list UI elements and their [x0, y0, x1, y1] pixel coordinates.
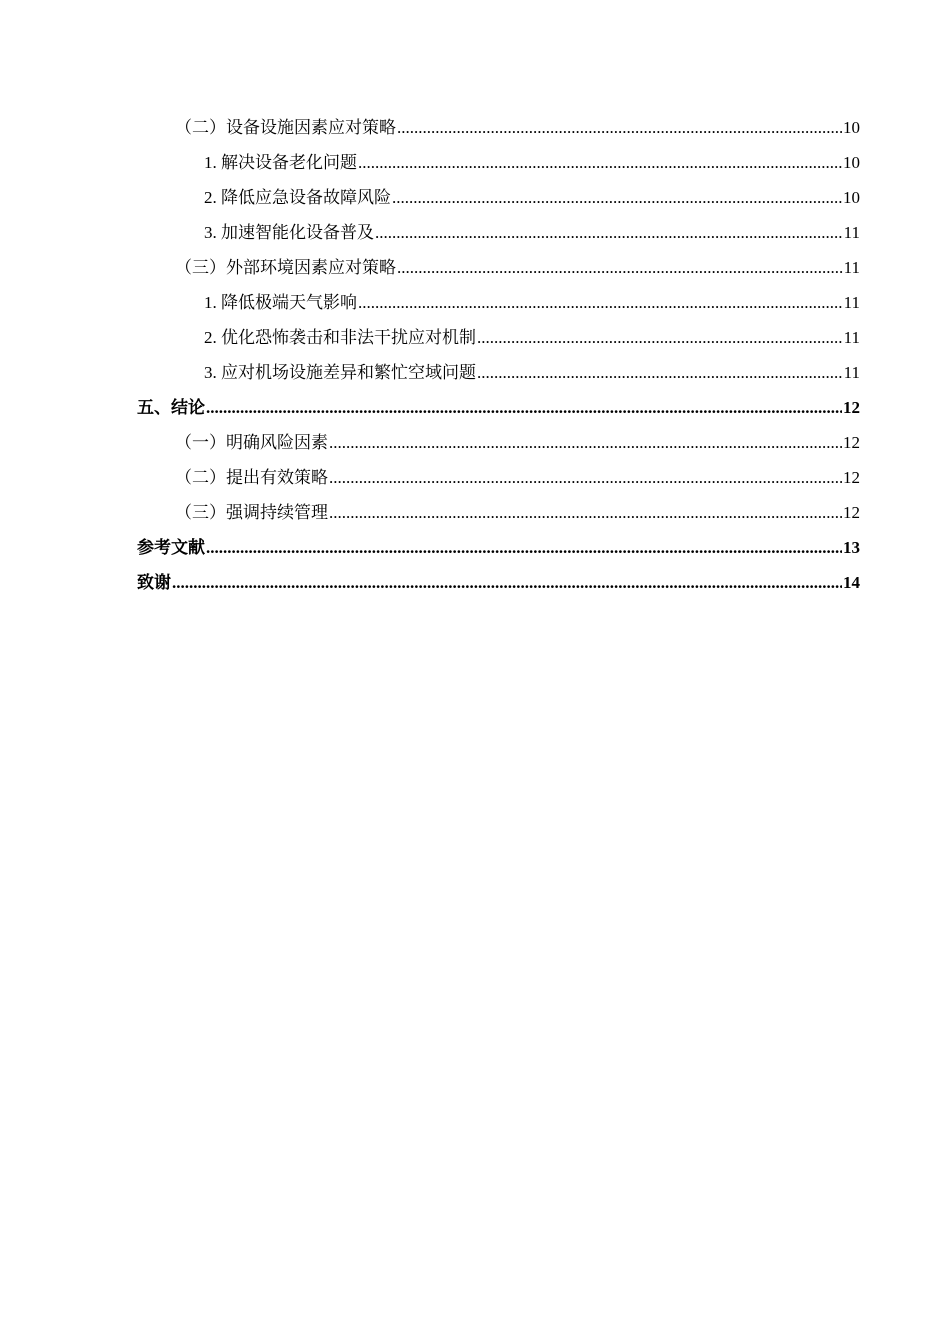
toc-entry-page: 10: [843, 153, 860, 172]
toc-entry-page: 11: [843, 258, 860, 277]
toc-entry[interactable]: [137, 320, 860, 355]
toc-entry-title: 1. 解决设备老化问题: [204, 153, 357, 172]
toc-entry-page: 12: [843, 468, 860, 487]
toc-entry-title: （二）设备设施因素应对策略: [175, 118, 396, 137]
toc-entry[interactable]: [137, 495, 860, 530]
table-of-contents: [137, 110, 860, 600]
toc-dot-leader: [206, 390, 842, 425]
toc-entry-page: 14: [843, 573, 860, 592]
toc-entry[interactable]: [137, 355, 860, 390]
toc-entry-page: 12: [843, 398, 860, 417]
toc-entry[interactable]: [137, 425, 860, 460]
toc-entry[interactable]: [137, 565, 860, 600]
toc-entry-page: 11: [843, 328, 860, 347]
toc-entry-page: 11: [843, 223, 860, 242]
toc-entry[interactable]: [137, 145, 860, 180]
toc-dot-leader: [477, 320, 843, 355]
toc-dot-leader: [358, 285, 843, 320]
toc-entry-title: 3. 应对机场设施差异和繁忙空域问题: [204, 363, 476, 382]
toc-entry[interactable]: [137, 250, 860, 285]
toc-entry[interactable]: [137, 530, 860, 565]
toc-dot-leader: [329, 495, 842, 530]
toc-dot-leader: [329, 460, 842, 495]
toc-dot-leader: [206, 530, 842, 565]
toc-entry-page: 11: [843, 363, 860, 382]
toc-dot-leader: [477, 355, 843, 390]
toc-dot-leader: [392, 180, 842, 215]
toc-dot-leader: [358, 145, 842, 180]
toc-entry-title: 1. 降低极端天气影响: [204, 293, 357, 312]
toc-entry-title: （三）强调持续管理: [175, 503, 328, 522]
toc-entry-page: 12: [843, 503, 860, 522]
toc-entry-page: 10: [843, 118, 860, 137]
toc-entry[interactable]: [137, 110, 860, 145]
toc-entry-page: 13: [843, 538, 860, 557]
toc-entry-page: 12: [843, 433, 860, 452]
toc-entry[interactable]: [137, 215, 860, 250]
toc-entry-title: 2. 优化恐怖袭击和非法干扰应对机制: [204, 328, 476, 347]
toc-entry-title: （二）提出有效策略: [175, 468, 328, 487]
toc-entry[interactable]: [137, 390, 860, 425]
toc-entry-title: （三）外部环境因素应对策略: [175, 258, 396, 277]
toc-entry-title: 致谢: [137, 573, 171, 592]
toc-dot-leader: [375, 215, 843, 250]
toc-entry[interactable]: [137, 285, 860, 320]
toc-entry[interactable]: [137, 460, 860, 495]
toc-entry-page: 10: [843, 188, 860, 207]
toc-entry-title: 2. 降低应急设备故障风险: [204, 188, 391, 207]
toc-dot-leader: [172, 565, 842, 600]
toc-entry-title: （一）明确风险因素: [175, 433, 328, 452]
toc-dot-leader: [397, 250, 843, 285]
toc-entry-page: 11: [843, 293, 860, 312]
toc-entry-title: 五、结论: [137, 398, 205, 417]
toc-entry-title: 参考文献: [137, 538, 205, 557]
toc-dot-leader: [397, 110, 842, 145]
toc-entry[interactable]: [137, 180, 860, 215]
toc-entry-title: 3. 加速智能化设备普及: [204, 223, 374, 242]
toc-dot-leader: [329, 425, 842, 460]
